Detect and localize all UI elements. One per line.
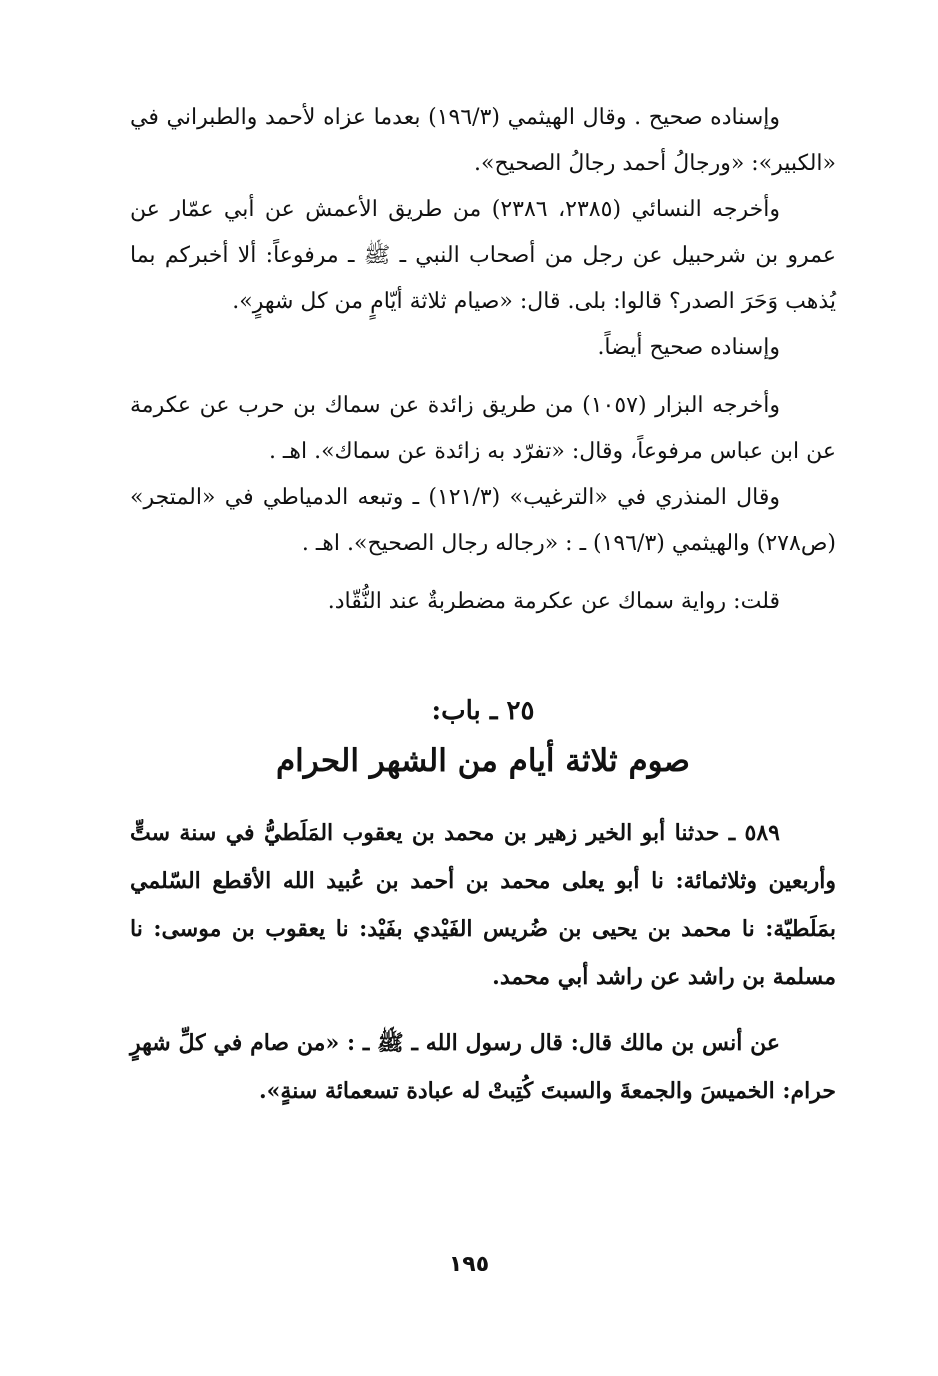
paragraph-bazzar: وأخرجه البزار (١٠٥٧) من طريق زائدة عن سماك بن حرب عن عكرمة عن ابن عباس مرفوعاً، وقال: «تفرّد به زائدة عن سماك». اهـ . [130, 393, 836, 464]
paragraph-mundhiri: وقال المنذري في «الترغيب» (١٢١/٣) ـ وتبعه الدمياطي في «المتجر» (ص٢٧٨) والهيثمي (١٩٦/٣) ـ : «رجاله رجال الصحيح». اهـ . [130, 485, 836, 556]
paragraph-nasai: وأخرجه النسائي (٢٣٨٥، ٢٣٨٦) من طريق الأعمش عن أبي عمّار عن عمرو بن شرحبيل عن رجل من أصحاب النبي ـ ﷺ ـ مرفوعاً: ألا أخبركم بما يُذهب وَحَرَ الصدر؟ قالوا: بلى. قال: «صيام ثلاثة أيّامٍ من كل شهرٍ». [130, 197, 836, 314]
chapter-heading [130, 687, 836, 787]
chapter-number: ٢٥ ـ باب: [431, 696, 535, 726]
paragraph-haythami: وإسناده صحيح . وقال الهيثمي (١٩٦/٣) بعدما عزاه لأحمد والطبراني في «الكبير»: «ورجالُ أحمد رجالُ الصحيح». [130, 105, 836, 176]
paragraph-isnad-sahih: وإسناده صحيح أيضاً. [597, 335, 780, 360]
chapter-title: صوم ثلاثة أيام من الشهر الحرام [275, 743, 691, 779]
hadith-matn: عن أنس بن مالك قال: قال رسول الله ـ ﷺ ـ : «من صام في كلِّ شهرٍ حرام: الخميسَ والجمعةَ والسبتَ كُتِبتْ له عبادة تسعمائة سنةٍ». [130, 1030, 836, 1104]
page-number: ١٩٥ [448, 1252, 490, 1277]
paragraph-author-note: قلت: رواية سماك عن عكرمة مضطربةٌ عند النُّقّاد. [327, 589, 780, 614]
page-body [130, 95, 836, 1325]
hadith-isnad: ٥٨٩ ـ حدثنا أبو الخير زهير بن محمد بن يعقوب المَلَطيُّ في سنة ستٍّ وأربعين وثلاثمائة: نا أبو يعلى محمد بن أحمد بن عُبيد الله الأقطع السّلمي بمَلَطيّة: نا محمد بن يحيى بن ضُريس الفَيْدي بفَيْد: نا يعقوب بن موسى: نا مسلمة بن راشد عن راشد أبي محمد. [130, 820, 836, 990]
